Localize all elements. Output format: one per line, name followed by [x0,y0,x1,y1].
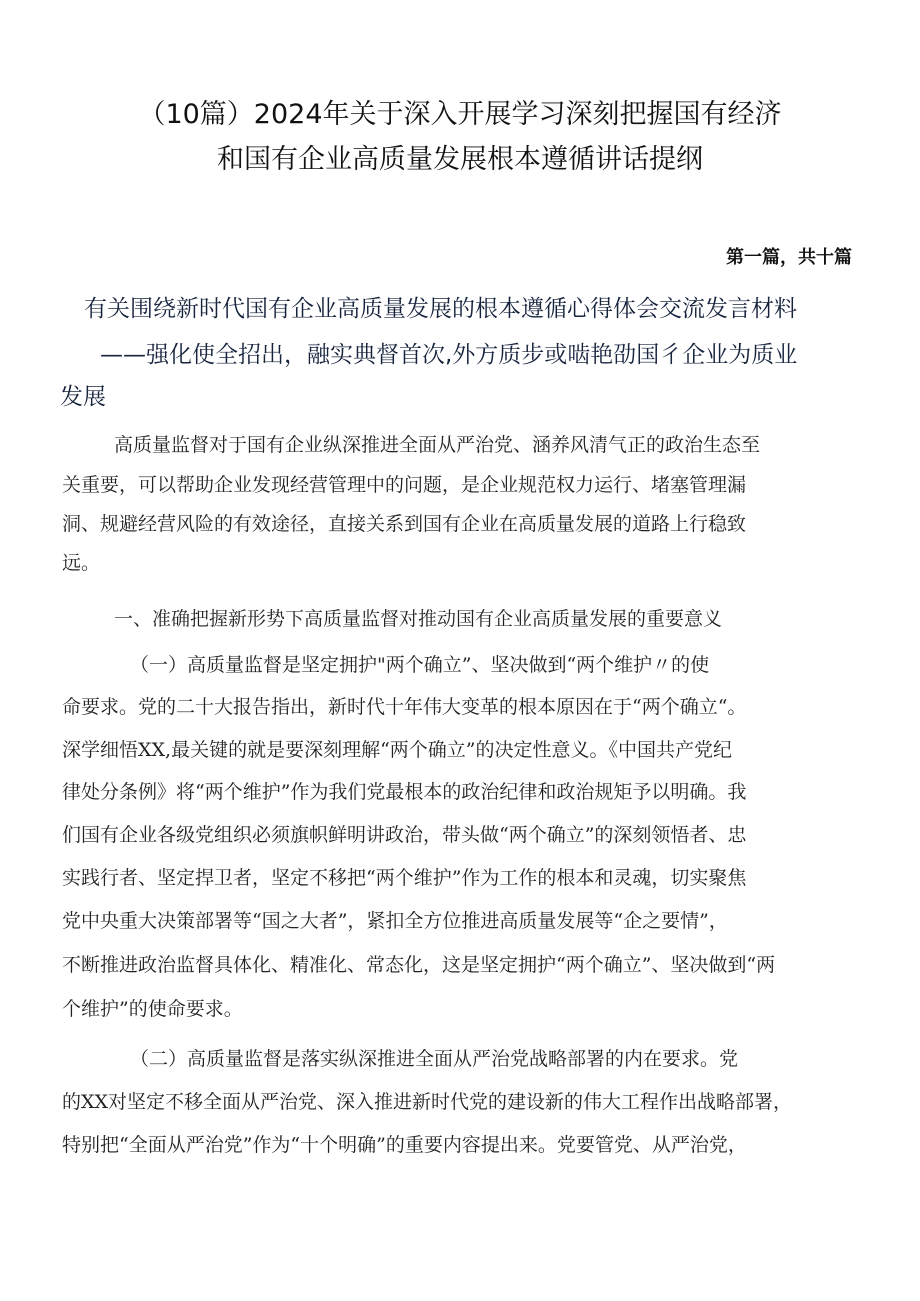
body-line: 关重要，可以帮助企业发现经营管理中的问题，是企业规范权力运行、堵塞管理漏 [62,474,747,496]
body-line: 特别把“全面从严治党”作为“十个明确”的重要内容提出来。党要管党、从严治党， [62,1134,747,1156]
body-line: 远。 [62,552,101,574]
subsection-heading-2: （二）高质量监督是落实纵深推进全面从严治党战略部署的内在要求。党 [130,1048,739,1070]
body-line: 们国有企业各级党组织必须旗帜鲜明讲政治，带头做“两个确立”的深刻领悟者、忠 [62,824,747,846]
body-line: 的XX对坚定不移全面从严治党、深入推进新时代党的建设新的伟大工程作出战略部署， [62,1091,793,1113]
subtitle-line-3: 发展 [60,384,106,410]
subsection-heading-1: （一）高质量监督是坚定拥护"两个确立”、坚决做到“两个维护〃的使 [130,654,710,676]
body-line: 洞、规避经营风险的有效途径，直接关系到国有企业在高质量发展的道路上行稳致 [62,513,747,535]
body-line: 实践行者、坚定捍卫者，坚定不移把“两个维护”作为工作的根本和灵魂，切实聚焦 [62,867,747,889]
body-line: 深学细悟XX,最关键的就是要深刻理解“两个确立”的决定性意义。《中国共产党纪 [62,739,733,761]
body-line: 个维护”的使命要求。 [62,998,243,1020]
subtitle-line-1: 有关围绕新时代国有企业高质量发展的根本遵循心得体会交流发言材料 [84,296,797,322]
document-title-line-2: 和国有企业高质量发展根本遵循讲话提纲 [217,144,703,175]
subtitle-line-2: ——强化使全招出，融实典督首次,外方质步或啮艳劭国彳企业为质业 [100,342,798,368]
body-line: 不断推进政治监督具体化、精准化、常态化，这是坚定拥护“两个确立”、坚决做到“两 [62,954,776,976]
section-heading: 一、准确把握新形势下高质量监督对推动国有企业高质量发展的重要意义 [114,608,723,630]
part-label: 第一篇，共十篇 [726,247,852,268]
body-line: 命要求。党的二十大报告指出，新时代十年伟大变革的根本原因在于“两个确立“。 [62,696,747,718]
body-line: 高质量监督对于国有企业纵深推进全面从严治党、涵养风清气正的政治生态至 [114,434,761,456]
document-title-line-1: （10篇）2024年关于深入开展学习深刻把握国有经济 [138,99,782,130]
body-line: 党中央重大决策部署等“国之大者”，紧扣全方位推进高质量发展等“企之要情”， [62,910,728,932]
body-line: 律处分条例》将“两个维护”作为我们党最根本的政治纪律和政治规矩予以明确。我 [62,781,747,803]
